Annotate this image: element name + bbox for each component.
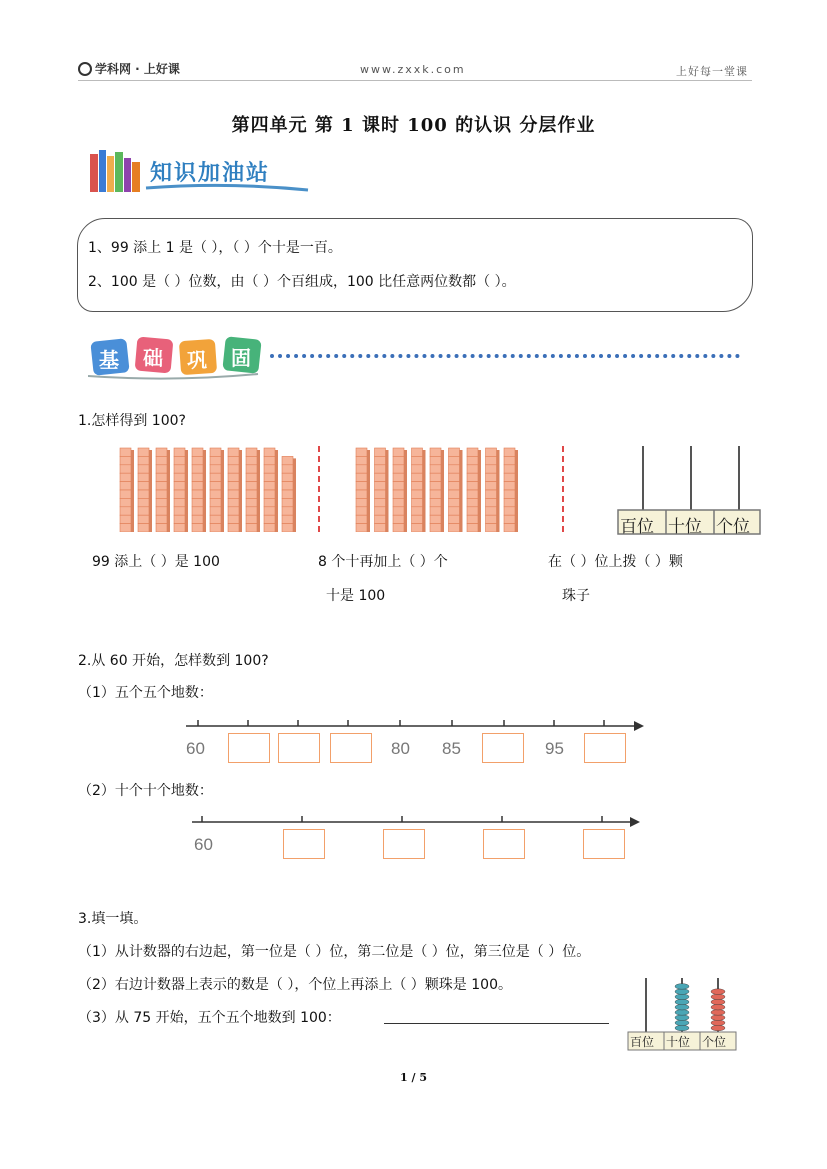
cube-unit <box>246 498 257 506</box>
cube-unit <box>246 465 257 473</box>
cube-unit <box>504 473 515 481</box>
nl1-label-95: 95 <box>545 739 564 758</box>
cube-unit <box>138 507 149 515</box>
q2-sub1: （1）五个五个地数： <box>78 685 213 701</box>
cube-rod-shadow <box>423 450 426 532</box>
cube-unit <box>192 456 203 464</box>
cube-unit <box>228 473 239 481</box>
cube-rod-shadow <box>515 450 518 532</box>
cube-unit <box>486 507 497 515</box>
cube-unit <box>174 507 185 515</box>
cube-unit <box>210 498 221 506</box>
cube-unit <box>282 456 293 464</box>
cube-unit <box>375 456 386 464</box>
cube-unit <box>192 465 203 473</box>
cube-unit <box>138 498 149 506</box>
abacus-bead <box>711 994 725 1000</box>
cube-unit <box>210 482 221 490</box>
cube-unit <box>174 465 185 473</box>
q3-title: 3.填一填。 <box>78 911 148 927</box>
cube-unit <box>210 448 221 456</box>
cube-unit <box>174 498 185 506</box>
cube-unit <box>264 498 275 506</box>
cube-unit <box>486 456 497 464</box>
cube-unit <box>264 465 275 473</box>
cube-unit <box>192 515 203 523</box>
q1-caption-c2: 珠子 <box>562 588 590 604</box>
cube-unit <box>412 498 423 506</box>
cube-unit <box>228 524 239 532</box>
cube-unit <box>412 465 423 473</box>
q1-abacus <box>616 444 762 536</box>
cube-unit <box>449 524 460 532</box>
abacus-bead <box>675 1010 689 1016</box>
abacus-bead <box>711 989 725 995</box>
logo-text: 学科网 · 上好课 <box>95 62 180 76</box>
cube-rod-shadow <box>404 450 407 532</box>
cube-unit <box>412 448 423 456</box>
abacus-bead <box>675 1015 689 1021</box>
cube-rod-shadow <box>221 450 224 532</box>
cube-unit <box>504 456 515 464</box>
cube-unit <box>246 448 257 456</box>
cube-unit <box>228 456 239 464</box>
abacus-label-ones: 个位 <box>716 517 750 537</box>
cube-unit <box>192 473 203 481</box>
q1-caption-c1: 在（ ）位上拨（ ）颗 <box>548 554 683 570</box>
cube-unit <box>467 448 478 456</box>
page-title: 第四单元 第 1 课时 100 的认识 分层作业 <box>231 115 596 136</box>
q3-line-1: （1）从计数器的右边起，第一位是（ ）位，第二位是（ ）位，第三位是（ ）位。 <box>78 944 591 960</box>
cube-unit <box>246 473 257 481</box>
cube-unit <box>282 507 293 515</box>
cube-unit <box>210 507 221 515</box>
cube-unit <box>120 482 131 490</box>
cube-unit <box>449 515 460 523</box>
abacus-bead <box>675 1020 689 1026</box>
cube-unit <box>504 507 515 515</box>
cube-unit <box>449 456 460 464</box>
cube-rod-shadow <box>131 450 134 532</box>
cube-unit <box>120 473 131 481</box>
cube-unit <box>228 515 239 523</box>
cube-unit <box>486 490 497 498</box>
cube-unit <box>375 465 386 473</box>
cube-unit <box>192 498 203 506</box>
nl1-answer-box-3[interactable] <box>330 733 372 763</box>
cube-unit <box>375 473 386 481</box>
cube-unit <box>156 507 167 515</box>
cube-unit <box>356 482 367 490</box>
cube-unit <box>156 465 167 473</box>
cube-unit <box>282 515 293 523</box>
cube-unit <box>356 524 367 532</box>
cube-unit <box>412 524 423 532</box>
cube-unit <box>228 498 239 506</box>
cube-rod-shadow <box>149 450 152 532</box>
abacus-bead <box>675 1025 689 1031</box>
basic-banner-char-3: 巩 <box>187 348 207 372</box>
cube-unit <box>449 465 460 473</box>
cube-unit <box>430 465 441 473</box>
cube-unit <box>412 473 423 481</box>
cube-unit <box>393 515 404 523</box>
cube-unit <box>192 448 203 456</box>
cube-group-80 <box>354 446 524 532</box>
cube-unit <box>138 515 149 523</box>
q1-title: 1.怎样得到 100? <box>78 413 186 429</box>
page-number: 1 / 5 <box>400 1071 427 1084</box>
cube-unit <box>282 524 293 532</box>
cube-unit <box>486 482 497 490</box>
cube-unit <box>282 490 293 498</box>
cube-unit <box>375 507 386 515</box>
cube-unit <box>156 515 167 523</box>
cube-unit <box>504 448 515 456</box>
cube-unit <box>356 473 367 481</box>
cube-rod-shadow <box>460 450 463 532</box>
cube-unit <box>393 498 404 506</box>
cube-unit <box>120 456 131 464</box>
cube-rod-shadow <box>478 450 481 532</box>
cube-unit <box>156 448 167 456</box>
cube-unit <box>356 456 367 464</box>
cube-unit <box>138 482 149 490</box>
cube-unit <box>486 515 497 523</box>
cube-unit <box>486 448 497 456</box>
cube-rod-shadow <box>367 450 370 532</box>
cube-unit <box>504 515 515 523</box>
q3-abacus <box>626 974 738 1054</box>
cube-unit <box>430 515 441 523</box>
cube-unit <box>356 507 367 515</box>
cube-rod-shadow <box>441 450 444 532</box>
cube-unit <box>467 498 478 506</box>
q3-line-3: （3）从 75 开始，五个五个地数到 100： <box>78 1010 341 1026</box>
cube-unit <box>393 524 404 532</box>
cube-unit <box>174 482 185 490</box>
cube-unit <box>174 473 185 481</box>
q3-line-2: （2）右边计数器上表示的数是（ ），个位上再添上（ ）颗珠是 100。 <box>78 977 512 993</box>
cube-rod-shadow <box>203 450 206 532</box>
header-slogan: 上好每一堂课 <box>676 65 748 78</box>
cube-unit <box>393 507 404 515</box>
cube-unit <box>120 515 131 523</box>
cube-unit <box>228 507 239 515</box>
cube-unit <box>430 456 441 464</box>
cube-unit <box>282 465 293 473</box>
abacus-bead <box>675 989 689 995</box>
cube-unit <box>375 482 386 490</box>
cube-unit <box>375 448 386 456</box>
nl1-answer-box-4[interactable] <box>482 733 524 763</box>
cube-unit <box>467 456 478 464</box>
cube-unit <box>412 490 423 498</box>
cube-unit <box>486 473 497 481</box>
cube-unit <box>264 456 275 464</box>
cube-unit <box>228 482 239 490</box>
cube-unit <box>282 482 293 490</box>
cube-rod-shadow <box>275 450 278 532</box>
cube-rod-shadow <box>185 450 188 532</box>
cube-unit <box>138 473 149 481</box>
knowledge-line-2: 2、100 是（ ）位数，由（ ）个百组成，100 比任意两位数都（ ）。 <box>88 274 516 290</box>
nl1-answer-box-2[interactable] <box>278 733 320 763</box>
cube-rod-shadow <box>239 450 242 532</box>
abacus-bead <box>711 999 725 1005</box>
cube-unit <box>192 490 203 498</box>
cube-unit <box>156 482 167 490</box>
knowledge-box <box>77 218 753 312</box>
cube-unit <box>264 524 275 532</box>
cube-group-99 <box>118 446 298 532</box>
cube-unit <box>156 473 167 481</box>
cube-unit <box>246 515 257 523</box>
cube-unit <box>138 465 149 473</box>
abacus-bead <box>675 1004 689 1010</box>
cube-unit <box>375 490 386 498</box>
nl2-answer-box-4[interactable] <box>583 829 625 859</box>
cube-unit <box>228 490 239 498</box>
cube-unit <box>138 490 149 498</box>
cube-unit <box>504 490 515 498</box>
basic-banner <box>88 334 748 380</box>
cube-unit <box>356 465 367 473</box>
cube-unit <box>412 482 423 490</box>
cube-unit <box>430 448 441 456</box>
cube-unit <box>393 490 404 498</box>
cube-unit <box>120 524 131 532</box>
cube-unit <box>282 473 293 481</box>
cube-unit <box>430 490 441 498</box>
cube-unit <box>264 482 275 490</box>
cube-unit <box>486 465 497 473</box>
cube-unit <box>120 448 131 456</box>
cube-unit <box>228 448 239 456</box>
nl2-answer-box-1[interactable] <box>283 829 325 859</box>
divider-dashed-2 <box>562 446 564 532</box>
cube-unit <box>504 482 515 490</box>
abacus-bead <box>711 1004 725 1010</box>
cube-unit <box>467 490 478 498</box>
q2-sub2: （2）十个十个地数： <box>78 783 213 799</box>
cube-unit <box>138 524 149 532</box>
nl2-answer-box-2[interactable] <box>383 829 425 859</box>
cube-unit <box>504 498 515 506</box>
cube-unit <box>246 482 257 490</box>
header-rule <box>78 80 752 81</box>
q2-title: 2.从 60 开始，怎样数到 100? <box>78 653 269 669</box>
nl1-label-80: 80 <box>391 739 410 758</box>
cube-unit <box>412 515 423 523</box>
cube-unit <box>174 515 185 523</box>
cube-unit <box>430 524 441 532</box>
knowledge-banner-title: 知识加油站 <box>150 161 271 186</box>
header-url: www.zxxk.com <box>360 63 466 76</box>
cube-unit <box>375 515 386 523</box>
dotted-divider <box>270 354 740 358</box>
cube-unit <box>210 456 221 464</box>
abacus-bead <box>711 1025 725 1031</box>
cube-unit <box>264 515 275 523</box>
basic-banner-char-1: 基 <box>99 348 119 372</box>
cube-unit <box>138 448 149 456</box>
cube-unit <box>430 473 441 481</box>
abacus-label-tens: 十位 <box>668 517 702 537</box>
cube-unit <box>356 515 367 523</box>
abacus-bead <box>711 1010 725 1016</box>
cube-rod-shadow <box>293 458 296 532</box>
cube-unit <box>375 498 386 506</box>
cube-unit <box>210 524 221 532</box>
nl1-label-85: 85 <box>442 739 461 758</box>
nl2-label-60: 60 <box>194 835 213 854</box>
cube-unit <box>449 498 460 506</box>
cube-rod-shadow <box>257 450 260 532</box>
cube-unit <box>192 524 203 532</box>
cube-unit <box>120 465 131 473</box>
cube-unit <box>449 507 460 515</box>
cube-unit <box>430 507 441 515</box>
cube-unit <box>210 473 221 481</box>
nl2-answer-box-3[interactable] <box>483 829 525 859</box>
cube-unit <box>228 465 239 473</box>
knowledge-line-1: 1、99 添上 1 是（ ），（ ）个十是一百。 <box>88 240 342 256</box>
cube-unit <box>264 507 275 515</box>
cube-unit <box>246 524 257 532</box>
cube-unit <box>192 507 203 515</box>
cube-unit <box>467 465 478 473</box>
cube-unit <box>449 490 460 498</box>
cube-unit <box>210 465 221 473</box>
cube-unit <box>430 498 441 506</box>
cube-unit <box>430 482 441 490</box>
q3-abacus-label-hundreds: 百位 <box>630 1035 655 1049</box>
cube-unit <box>264 490 275 498</box>
cube-unit <box>412 507 423 515</box>
cube-unit <box>393 473 404 481</box>
cube-unit <box>486 498 497 506</box>
cube-unit <box>356 498 367 506</box>
header-logo <box>78 60 180 77</box>
cube-unit <box>486 524 497 532</box>
cube-unit <box>467 507 478 515</box>
cube-unit <box>174 490 185 498</box>
q1-caption-a: 99 添上（ ）是 100 <box>92 554 220 570</box>
nl1-label-60: 60 <box>186 739 205 758</box>
cube-unit <box>120 498 131 506</box>
cube-rod-shadow <box>497 450 500 532</box>
cube-unit <box>375 524 386 532</box>
q3-answer-line[interactable] <box>384 1023 609 1024</box>
abacus-bead <box>711 1015 725 1021</box>
abacus-bead <box>675 994 689 1000</box>
cube-unit <box>393 482 404 490</box>
cube-unit <box>264 448 275 456</box>
cube-unit <box>156 498 167 506</box>
basic-banner-char-4: 固 <box>231 346 251 370</box>
cube-unit <box>138 456 149 464</box>
cube-unit <box>210 490 221 498</box>
cube-unit <box>246 507 257 515</box>
cube-unit <box>120 490 131 498</box>
cube-unit <box>156 524 167 532</box>
nl1-answer-box-5[interactable] <box>584 733 626 763</box>
cube-unit <box>467 482 478 490</box>
cube-unit <box>393 448 404 456</box>
cube-unit <box>210 515 221 523</box>
cube-unit <box>467 515 478 523</box>
cube-unit <box>356 448 367 456</box>
cube-unit <box>174 524 185 532</box>
cube-rod-shadow <box>386 450 389 532</box>
cube-unit <box>264 473 275 481</box>
cube-unit <box>467 524 478 532</box>
cube-rods-80 <box>354 446 524 532</box>
knowledge-banner <box>88 148 310 198</box>
cube-unit <box>467 473 478 481</box>
cube-unit <box>246 456 257 464</box>
q1-caption-b1: 8 个十再加上（ ）个 <box>318 554 448 570</box>
cube-unit <box>412 456 423 464</box>
cube-rods-99 <box>118 446 298 532</box>
cube-unit <box>449 473 460 481</box>
q1-caption-b2: 十是 100 <box>326 588 386 604</box>
q3-abacus-label-tens: 十位 <box>666 1035 691 1049</box>
cube-unit <box>174 448 185 456</box>
cube-unit <box>504 465 515 473</box>
cube-unit <box>393 456 404 464</box>
cube-rod-shadow <box>167 450 170 532</box>
cube-unit <box>246 490 257 498</box>
q3-abacus-label-ones: 个位 <box>702 1035 727 1049</box>
abacus-bead <box>711 1020 725 1026</box>
logo-icon <box>78 62 92 76</box>
cube-unit <box>192 482 203 490</box>
cube-unit <box>156 490 167 498</box>
cube-unit <box>282 498 293 506</box>
cube-unit <box>156 456 167 464</box>
cube-unit <box>504 524 515 532</box>
cube-unit <box>449 448 460 456</box>
cube-unit <box>356 490 367 498</box>
cube-unit <box>449 482 460 490</box>
cube-unit <box>120 507 131 515</box>
abacus-label-hundreds: 百位 <box>620 517 654 537</box>
abacus-bead <box>675 984 689 990</box>
abacus-bead <box>675 999 689 1005</box>
divider-dashed-1 <box>318 446 320 532</box>
cube-unit <box>393 465 404 473</box>
basic-banner-char-2: 础 <box>143 346 163 370</box>
nl1-answer-box-1[interactable] <box>228 733 270 763</box>
cube-unit <box>174 456 185 464</box>
